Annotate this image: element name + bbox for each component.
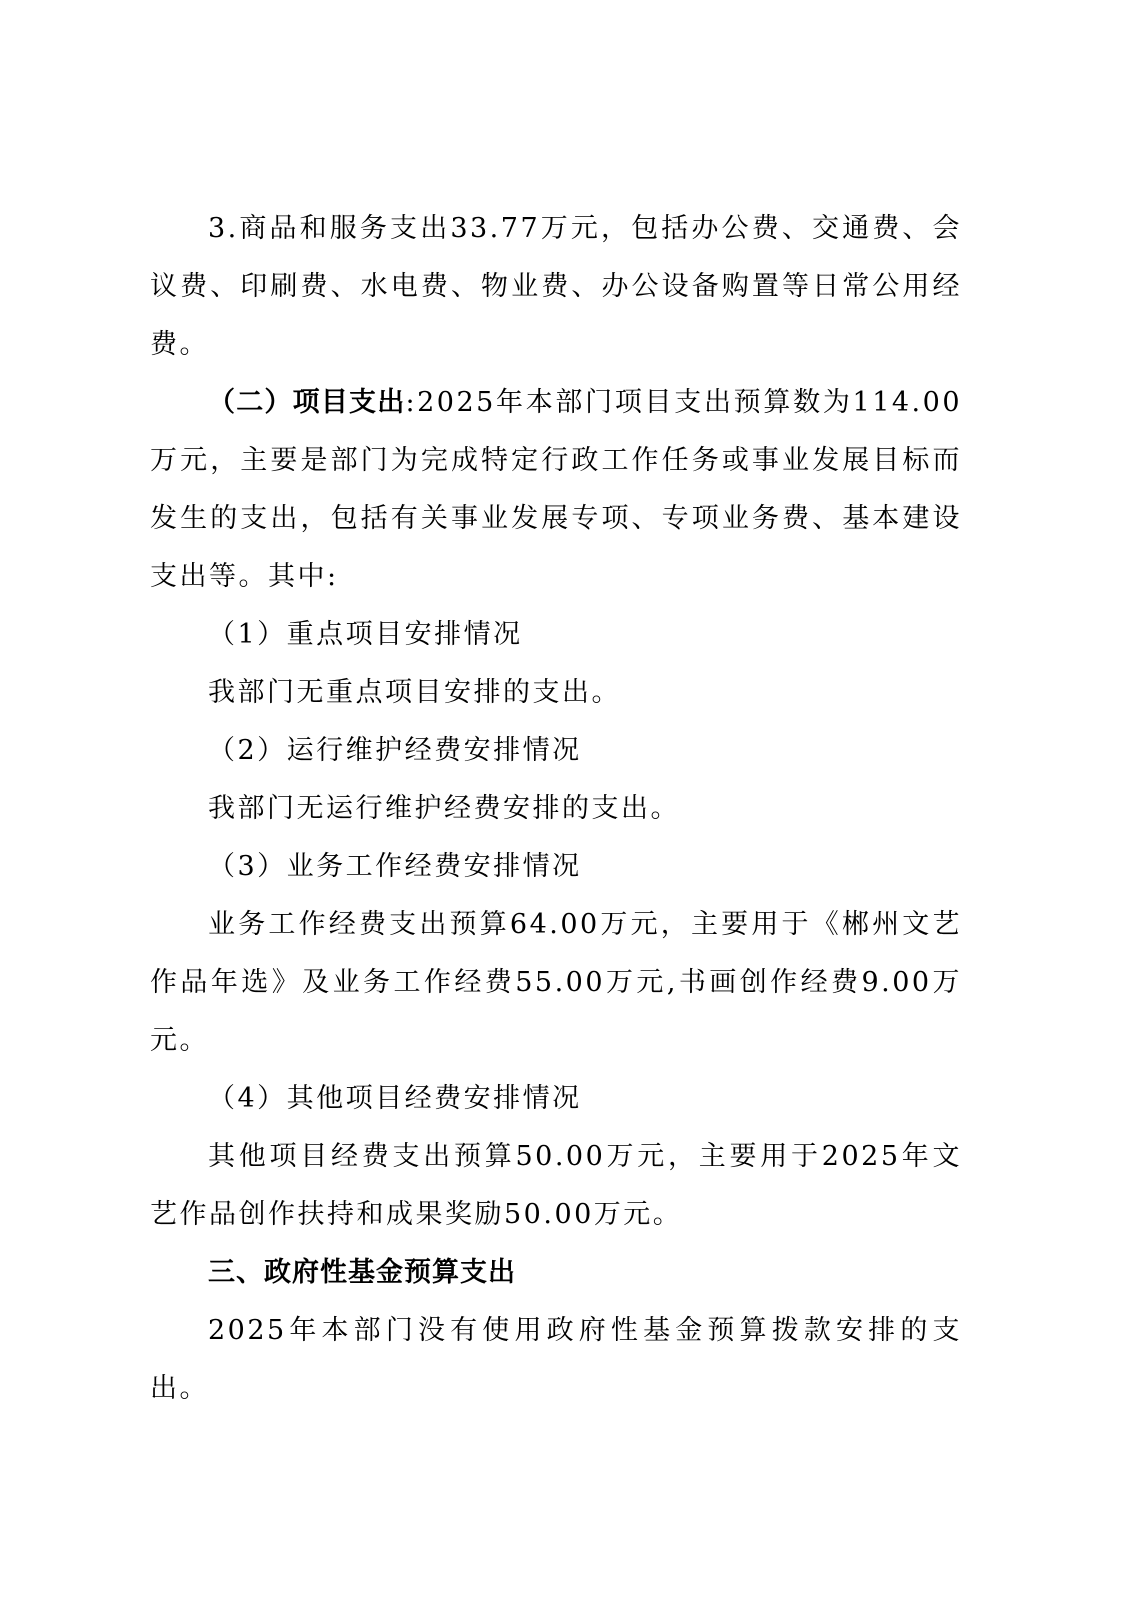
section-body-government-fund: 2025年本部门没有使用政府性基金预算拨款安排的支出。 <box>150 1315 962 1404</box>
document-body <box>150 200 962 1418</box>
project-expenditure-heading: （二）项目支出 <box>208 387 406 418</box>
subsection-title-maintenance: （2）运行维护经费安排情况 <box>208 735 582 766</box>
subsection-body-business-work: 业务工作经费支出预算64.00万元，主要用于《郴州文艺作品年选》及业务工作经费55.00万元,书画创作经费9.00万元。 <box>150 909 962 1056</box>
subsection-title-other-projects: （4）其他项目经费安排情况 <box>208 1083 582 1114</box>
subsection-body-maintenance: 我部门无运行维护经费安排的支出。 <box>208 793 680 824</box>
subsection-body-other-projects: 其他项目经费支出预算50.00万元，主要用于2025年文艺作品创作扶持和成果奖励50.00万元。 <box>150 1141 962 1230</box>
paragraph-project-expenditure <box>150 374 962 606</box>
subsection-body-key-projects: 我部门无重点项目安排的支出。 <box>208 677 621 708</box>
section-heading-government-fund: 三、政府性基金预算支出 <box>208 1257 516 1288</box>
subsection-title-business-work: （3）业务工作经费安排情况 <box>208 851 582 882</box>
paragraph-goods-services: 3.商品和服务支出33.77万元，包括办公费、交通费、会议费、印刷费、水电费、物业费、办公设备购置等日常公用经费。 <box>150 213 962 360</box>
project-expenditure-text: :2025年本部门项目支出预算数为114.00万元，主要是部门为完成特定行政工作任务或事业发展目标而发生的支出，包括有关事业发展专项、专项业务费、基本建设支出等。其中: <box>150 387 962 592</box>
subsection-title-key-projects: （1）重点项目安排情况 <box>208 619 523 650</box>
